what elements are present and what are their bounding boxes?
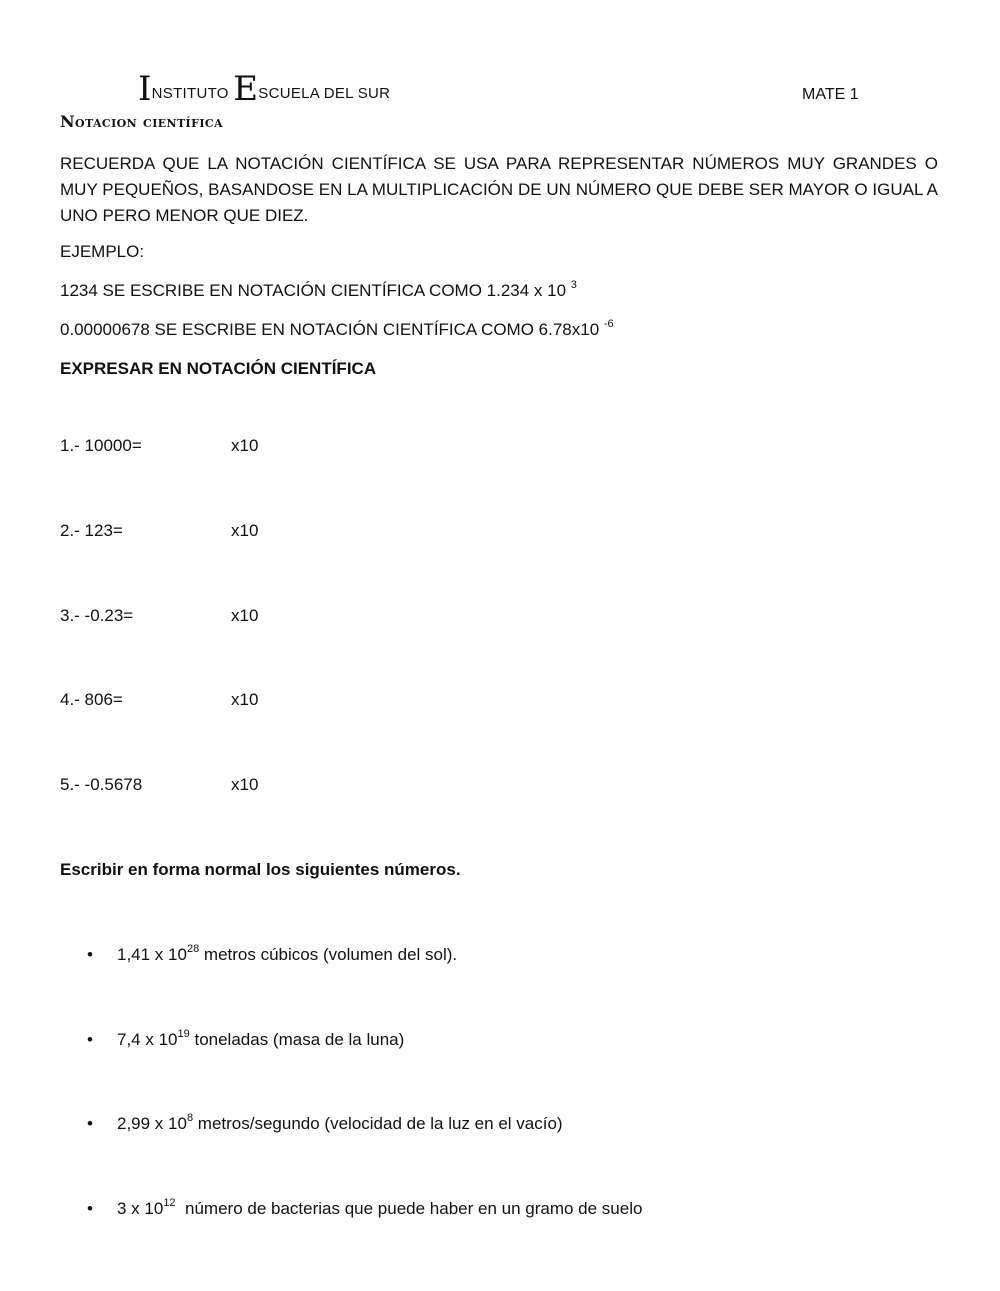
bullet-1-exponent: 28	[186, 943, 200, 955]
exercise-5-x10: x10	[231, 775, 259, 794]
example-1-exponent: 3	[570, 279, 577, 291]
page-title: Notacion científica	[60, 112, 223, 131]
school-initial-i: I	[138, 69, 152, 109]
school-name	[138, 69, 391, 109]
bullet-4-base: 3 x 10	[117, 1199, 164, 1218]
exercise-3-label: 3.- -0.23=	[60, 606, 134, 625]
bullet-3-exponent: 8	[186, 1112, 194, 1124]
bullet-1-dot: •	[87, 945, 93, 964]
bullet-4	[117, 1199, 642, 1219]
exercise-5-label: 5.- -0.5678	[60, 775, 143, 794]
subject-label: MATE 1	[802, 86, 859, 103]
exercise-1-label: 1.- 10000=	[60, 436, 142, 455]
bullet-3-base: 2,99 x 10	[117, 1114, 187, 1133]
example-2	[60, 320, 614, 340]
bullet-2-base: 7,4 x 10	[117, 1030, 178, 1049]
bullet-4-dot: •	[87, 1199, 93, 1218]
exercise-2-label: 2.- 123=	[60, 521, 123, 540]
exercise-3-x10: x10	[231, 606, 259, 625]
bullet-2-text: toneladas (masa de la luna)	[189, 1030, 405, 1049]
bullet-2	[117, 1030, 404, 1050]
bullet-1-text: metros cúbicos (volumen del sol).	[199, 945, 458, 964]
bullet-3	[117, 1114, 563, 1134]
bullet-1	[117, 945, 457, 965]
school-name-part-2: SCUELA DEL SUR	[258, 85, 391, 102]
section-2-title: Escribir en forma normal los siguientes números.	[60, 860, 461, 879]
bullet-2-exponent: 19	[177, 1028, 190, 1040]
exercise-2-x10: x10	[231, 521, 259, 540]
example-2-exponent: -6	[603, 318, 614, 330]
example-label: EJEMPLO:	[60, 242, 145, 261]
bullet-3-text: metros/segundo (velocidad de la luz en el vacío)	[193, 1114, 563, 1133]
exercise-1-x10: x10	[231, 436, 259, 455]
example-1	[60, 281, 577, 301]
intro-paragraph: RECUERDA QUE LA NOTACIÓN CIENTÍFICA SE USA PARA REPRESENTAR NÚMEROS MUY GRANDES O MUY PEQUEÑOS, BASANDOSE EN LA MULTIPLICACIÓN DE UN NÚMERO QUE DEBE SER MAYOR O IGUAL A UNO PERO MENOR QUE DIEZ.	[60, 154, 938, 225]
exercise-4-x10: x10	[231, 690, 259, 709]
bullet-4-exponent: 12	[163, 1197, 176, 1209]
bullet-2-dot: •	[87, 1030, 93, 1049]
example-2-text: 0.00000678 SE ESCRIBE EN NOTACIÓN CIENTÍFICA COMO 6.78x10	[60, 320, 604, 339]
section-1-title: EXPRESAR EN NOTACIÓN CIENTÍFICA	[60, 359, 377, 378]
bullet-3-dot: •	[87, 1114, 93, 1133]
school-initial-e: E	[233, 69, 259, 109]
school-name-part-1: NSTITUTO	[151, 85, 234, 102]
exercise-4-label: 4.- 806=	[60, 690, 123, 709]
example-1-text: 1234 SE ESCRIBE EN NOTACIÓN CIENTÍFICA COMO 1.234 x 10	[60, 281, 571, 300]
bullet-1-base: 1,41 x 10	[117, 945, 187, 964]
bullet-4-text: número de bacterias que puede haber en un gramo de suelo	[175, 1199, 643, 1218]
